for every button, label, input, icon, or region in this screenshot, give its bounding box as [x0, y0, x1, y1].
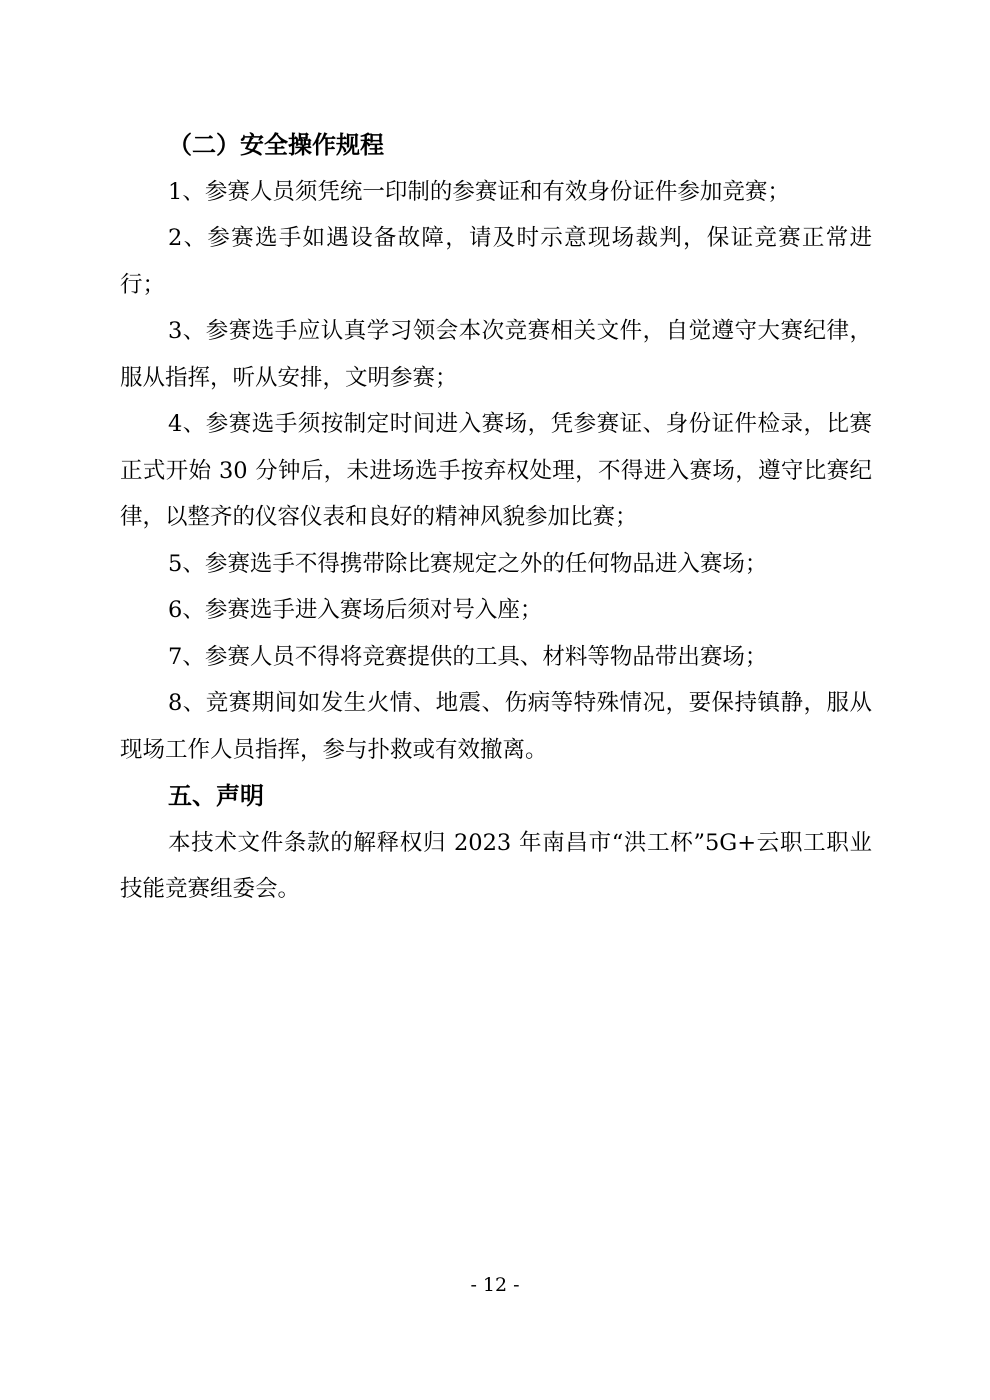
rule-item-4: 4、参赛选手须按制定时间进入赛场，凭参赛证、身份证件检录，比赛正式开始 30 分钟后，未进场选手按弃权处理，不得进入赛场，遵守比赛纪律，以整齐的仪容仪表和良好的精神风貌参加比赛； [120, 411, 872, 530]
rule-item-5: 5、参赛选手不得携带除比赛规定之外的任何物品进入赛场； [168, 550, 768, 577]
rule-item-1: 1、参赛人员须凭统一印制的参赛证和有效身份证件参加竞赛； [168, 178, 790, 205]
rule-item-3: 3、参赛选手应认真学习领会本次竞赛相关文件，自觉遵守大赛纪律，服从指挥，听从安排，文明参赛； [120, 318, 872, 391]
rule-item-6: 6、参赛选手进入赛场后须对号入座； [168, 597, 543, 623]
section-heading-statement: 五、声明 [168, 782, 264, 810]
statement-paragraph: 本技术文件条款的解释权归 2023 年南昌市“洪工杯”5G+云职工职业技能竞赛组委会。 [120, 829, 872, 902]
page-number: - 12 - [470, 1274, 520, 1296]
rule-item-7: 7、参赛人员不得将竞赛提供的工具、材料等物品带出赛场； [168, 643, 768, 670]
rule-item-8: 8、竞赛期间如发生火情、地震、伤病等特殊情况，要保持镇静，服从现场工作人员指挥，参与扑救或有效撤离。 [120, 690, 872, 763]
page-content [120, 122, 872, 913]
rule-item-2: 2、参赛选手如遇设备故障，请及时示意现场裁判，保证竞赛正常进行； [120, 225, 872, 298]
section-heading-safety-rules: （二）安全操作规程 [168, 131, 384, 159]
